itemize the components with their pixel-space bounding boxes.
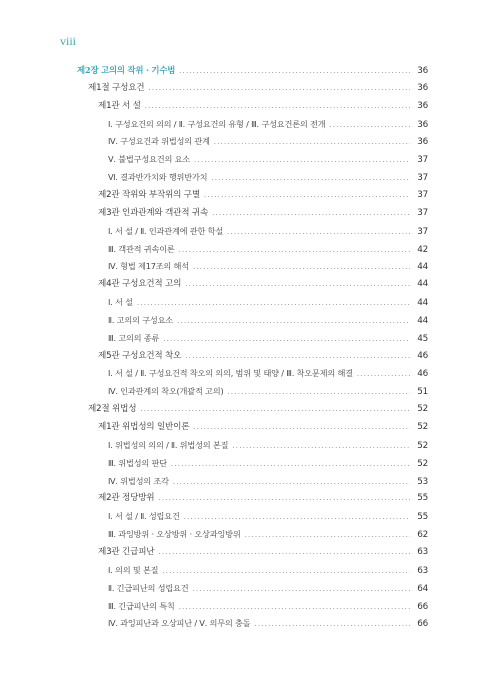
toc-entry-title: 제1절 구성요건: [88, 82, 145, 93]
toc-entry-page: 44: [417, 298, 428, 309]
dot-leader: [179, 242, 410, 258]
toc-entry-title: Ⅲ. 긴급피난의 특칙: [108, 600, 175, 611]
toc-entry: [0, 241, 500, 257]
dot-leader: [329, 117, 410, 133]
toc-entry-title: Ⅲ. 객관적 귀속이론: [108, 243, 175, 254]
toc-entry: [0, 455, 500, 471]
toc-entry: [0, 151, 500, 167]
dot-leader: [158, 544, 410, 560]
toc-entry: [0, 62, 500, 78]
dot-leader: [254, 616, 410, 632]
toc-entry: [0, 223, 500, 239]
toc-entry-page: 36: [417, 100, 428, 111]
toc-entry-page: 55: [417, 512, 428, 523]
dot-leader: [194, 152, 410, 168]
toc-entry: [0, 598, 500, 614]
toc-entry-page: 45: [417, 333, 428, 344]
toc-entry-title: 제2관 정당방위: [98, 493, 155, 504]
toc-entry-title: 제2절 위법성: [88, 404, 137, 415]
toc-entry: [0, 116, 500, 132]
toc-entry-page: 44: [417, 262, 428, 273]
toc-entry-title: Ⅱ. 고의의 구성요소: [108, 314, 174, 325]
toc-entry-page: 36: [417, 66, 428, 76]
toc-entry-page: 63: [417, 546, 428, 557]
toc-entry-page: 37: [417, 207, 428, 218]
toc-entry-title: Ⅳ. 형법 제17조의 해석: [108, 261, 189, 272]
toc-entry-page: 66: [417, 619, 428, 630]
toc-entry-title: 제3관 긴급피난: [98, 546, 155, 557]
toc-entry-title: Ⅰ. 서 설: [108, 297, 133, 308]
toc-entry: [0, 187, 500, 203]
toc-entry: [0, 562, 500, 578]
toc-entry-title: 제1관 위법성의 일반이론: [98, 422, 190, 432]
toc-entry-page: 36: [417, 119, 428, 130]
dot-leader: [145, 98, 410, 114]
toc-entry-title: 제4관 구성요건적 고의: [98, 279, 182, 290]
dot-leader: [179, 63, 410, 79]
toc-entry-title: Ⅰ. 서 설 / Ⅱ. 성립요건: [108, 511, 180, 522]
dot-leader: [192, 581, 410, 597]
dot-leader: [163, 331, 410, 347]
dot-leader: [171, 456, 410, 472]
dot-leader: [227, 384, 410, 400]
toc-entry-page: 52: [417, 422, 428, 432]
toc-entry-title: 제3관 인과관계와 객관적 귀속: [98, 207, 209, 218]
toc-entry: [0, 294, 500, 310]
toc-entry: [0, 615, 500, 631]
toc-entry-page: 53: [417, 476, 428, 487]
toc-entry: [0, 169, 500, 185]
toc-entry: [0, 312, 500, 328]
toc-entry-page: 46: [417, 350, 428, 361]
toc-entry-title: Ⅵ. 결과반가치와 행위반가치: [108, 172, 208, 183]
toc-entry-page: 66: [417, 601, 428, 612]
dot-leader: [137, 295, 410, 311]
toc-entry-title: Ⅰ. 서 설 / Ⅱ. 구성요건적 착오의 의의, 범위 및 태양 / Ⅲ. 착오문제의 해결: [108, 368, 353, 379]
toc-entry-page: 64: [417, 583, 428, 594]
dot-leader: [185, 348, 410, 364]
page-number: viii: [60, 34, 77, 48]
toc-entry-page: 52: [417, 404, 428, 415]
toc-entry-title: 제2관 작위와 부작위의 구별: [98, 189, 200, 200]
toc-entry-page: 44: [417, 279, 428, 290]
dot-leader: [162, 563, 410, 579]
toc-entry: [0, 276, 500, 292]
toc-entry: [0, 473, 500, 489]
toc-entry-title: Ⅰ. 위법성의 의의 / Ⅱ. 위법성의 본질: [108, 439, 229, 450]
dot-leader: [173, 474, 410, 490]
dot-leader: [357, 366, 410, 382]
toc-entry-title: 제5관 구성요건적 착오: [98, 350, 182, 361]
toc-entry-title: Ⅳ. 위법성의 조각: [108, 475, 169, 486]
toc-entry-title: Ⅲ. 과잉방위 · 오상방위 · 오상과잉방위: [108, 529, 241, 540]
toc-entry-page: 46: [417, 369, 428, 380]
toc-entry: [0, 258, 500, 274]
dot-leader: [214, 134, 410, 150]
dot-leader: [185, 276, 410, 292]
dot-leader: [232, 438, 410, 454]
dot-leader: [212, 205, 410, 221]
dot-leader: [184, 509, 410, 525]
dot-leader: [193, 419, 410, 435]
toc-entry-page: 37: [417, 173, 428, 184]
dot-leader: [245, 527, 410, 543]
toc-entry: [0, 508, 500, 524]
toc-entry: [0, 580, 500, 596]
toc-entry-title: 제2장 고의의 작위 · 기수범: [77, 65, 176, 75]
dot-leader: [193, 259, 410, 275]
toc-entry: [0, 490, 500, 506]
dot-leader: [177, 313, 410, 329]
toc-entry: [0, 205, 500, 221]
toc-entry: [0, 526, 500, 542]
toc-entry: [0, 383, 500, 399]
toc-entry: [0, 80, 500, 96]
toc-entry-title: Ⅲ. 고의의 종류: [108, 332, 160, 343]
dot-leader: [211, 170, 410, 186]
dot-leader: [204, 187, 410, 203]
toc-entry: [0, 330, 500, 346]
toc-entry-title: Ⅰ. 서 설 / Ⅱ. 인과관계에 관한 학설: [108, 225, 224, 236]
toc-entry-title: Ⅳ. 인과관계의 착오(개괄적 고의): [108, 386, 224, 397]
toc-entry-title: Ⅴ. 불법구성요건의 요소: [108, 154, 190, 165]
toc-entry-title: Ⅲ. 위법성의 판단: [108, 457, 167, 468]
dot-leader: [148, 80, 410, 96]
toc-entry-page: 55: [417, 493, 428, 504]
toc-entry-title: Ⅰ. 구성요건의 의의 / Ⅱ. 구성요건의 유형 / Ⅲ. 구성요건론의 전개: [108, 118, 326, 129]
toc-entry-title: Ⅳ. 과잉피난과 오상피난 / Ⅴ. 의무의 충돌: [108, 618, 251, 629]
toc-entry: [0, 401, 500, 417]
dot-leader: [140, 401, 410, 417]
toc-entry: [0, 437, 500, 453]
dot-leader: [179, 599, 410, 615]
toc-entry-page: 37: [417, 155, 428, 166]
toc-entry-title: Ⅱ. 긴급피난의 성립요건: [108, 582, 189, 593]
toc-entry-page: 62: [417, 530, 428, 541]
toc-entry: [0, 419, 500, 435]
toc-entry-page: 36: [417, 82, 428, 93]
toc-entry-title: Ⅳ. 구성요건과 위법성의 관계: [108, 136, 210, 147]
toc-entry-page: 52: [417, 440, 428, 451]
toc-entry-page: 37: [417, 226, 428, 237]
toc-entry-page: 37: [417, 189, 428, 200]
toc-entry-title: Ⅰ. 의의 및 본질: [108, 564, 159, 575]
toc-entry-page: 42: [417, 244, 428, 255]
dot-leader: [158, 490, 410, 506]
toc-entry-page: 51: [417, 387, 428, 398]
toc-entry: [0, 365, 500, 381]
toc-entry-title: 제1관 서 설: [98, 100, 141, 111]
toc-entry: [0, 133, 500, 149]
toc-entry: [0, 544, 500, 560]
toc-entry-page: 52: [417, 458, 428, 469]
toc-entry: [0, 348, 500, 364]
dot-leader: [227, 224, 410, 240]
toc-entry-page: 63: [417, 565, 428, 576]
toc-entry-page: 44: [417, 315, 428, 326]
toc-entry-page: 36: [417, 137, 428, 148]
toc-entry: [0, 98, 500, 114]
